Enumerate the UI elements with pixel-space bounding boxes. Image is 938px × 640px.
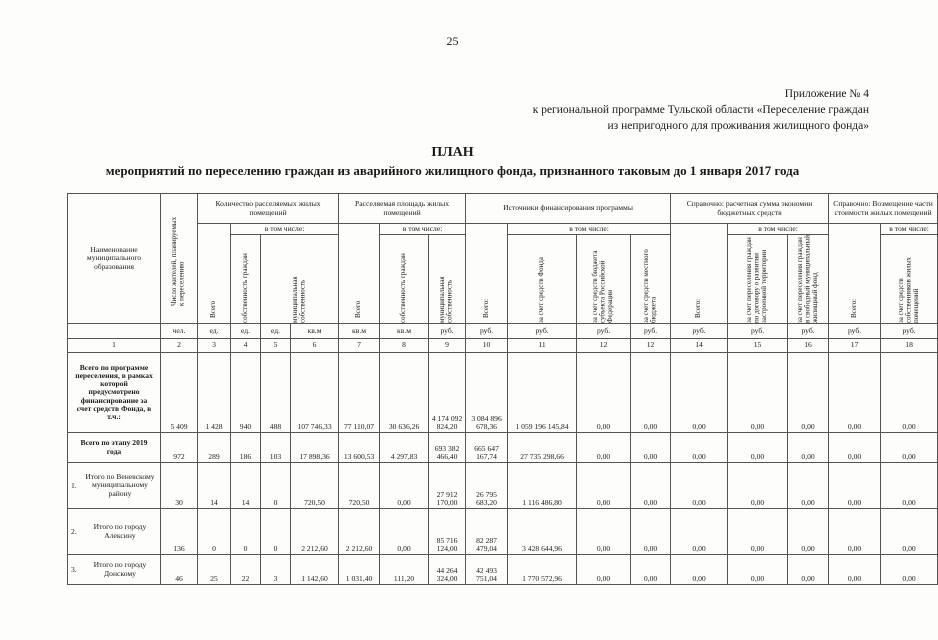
row-value: 289 <box>198 433 231 463</box>
header-name: Наименование муниципального образования <box>68 194 161 324</box>
table-row <box>68 509 938 555</box>
row-value: 0,00 <box>829 555 881 585</box>
unit-cell: руб. <box>429 324 466 339</box>
header-qty-citizens: собственность граждан <box>231 235 261 324</box>
unit-cell: руб. <box>508 324 577 339</box>
header-area-total: Всего <box>339 224 380 324</box>
row-value: 0,00 <box>671 555 728 585</box>
document-subtitle: мероприятий по переселению граждан из аварийного жилищного фонда, признанного таковым до 1 января 2017 года <box>105 163 800 178</box>
column-number: 18 <box>881 339 938 353</box>
row-value: 720,50 <box>339 463 380 509</box>
column-number: 6 <box>291 339 339 353</box>
unit-cell: руб. <box>671 324 728 339</box>
row-value: 5 409 <box>161 353 198 433</box>
row-value: 26 795 683,20 <box>466 463 508 509</box>
unit-cell: руб. <box>466 324 508 339</box>
table-row <box>68 555 938 585</box>
row-value: 0,00 <box>788 463 829 509</box>
row-value: 0,00 <box>881 463 938 509</box>
row-name-text: Итого по городу Алексину <box>93 522 147 540</box>
row-name-text: Итого по Веневскому муниципальному району <box>85 472 155 498</box>
row-value: 0 <box>261 509 291 555</box>
column-number: 9 <box>429 339 466 353</box>
column-number: 15 <box>728 339 788 353</box>
header-econ-incl: в том числе: <box>728 224 829 235</box>
row-value: 14 <box>198 463 231 509</box>
appendix-header <box>449 86 869 134</box>
resettlement-plan-table <box>67 193 938 585</box>
row-value: 488 <box>261 353 291 433</box>
row-value: 4 174 092 824,20 <box>429 353 466 433</box>
row-value: 2 212,60 <box>291 509 339 555</box>
row-value: 0,00 <box>728 555 788 585</box>
header-comp-incl: в том числе: <box>881 224 938 235</box>
column-number: 7 <box>339 339 380 353</box>
column-number: 4 <box>231 339 261 353</box>
row-value: 0 <box>231 509 261 555</box>
row-value: 0 <box>261 463 291 509</box>
row-value: 0,00 <box>631 463 671 509</box>
row-value: 44 264 324,00 <box>429 555 466 585</box>
column-number: 17 <box>829 339 881 353</box>
header-qty-municipal: муниципальная собственность <box>261 235 339 324</box>
row-value: 0,00 <box>671 433 728 463</box>
column-number: 8 <box>380 339 429 353</box>
unit-cell: кв.м <box>339 324 380 339</box>
row-name <box>68 433 161 463</box>
units-row <box>68 324 938 339</box>
row-value: 46 <box>161 555 198 585</box>
row-value: 0,00 <box>671 509 728 555</box>
row-value: 665 647 167,74 <box>466 433 508 463</box>
row-value: 0,00 <box>577 555 631 585</box>
row-value: 0,00 <box>881 353 938 433</box>
header-fin-group: Источники финансирования программы <box>466 194 671 224</box>
row-value: 0,00 <box>577 463 631 509</box>
row-value: 0,00 <box>631 433 671 463</box>
header-area-citizens: собственность граждан <box>380 235 429 324</box>
column-number: 2 <box>161 339 198 353</box>
header-comp-group: Справочно: Возмещение части стоимости жилых помещений <box>829 194 938 224</box>
header-area-incl: в том числе: <box>380 224 466 235</box>
unit-cell: руб. <box>577 324 631 339</box>
row-value: 30 636,26 <box>380 353 429 433</box>
row-value: 186 <box>231 433 261 463</box>
column-number: 3 <box>198 339 231 353</box>
header-subject-budget: за счет средств бюджета субъекта Российской Федерации <box>577 235 631 324</box>
row-value: 0,00 <box>728 353 788 433</box>
column-number: 16 <box>788 339 829 353</box>
table-body <box>68 353 938 585</box>
row-value: 0,00 <box>788 509 829 555</box>
unit-cell: руб. <box>788 324 829 339</box>
header-econ-dev: за счет переселения граждан по договору о развитии застроенной территории <box>728 235 788 324</box>
row-value: 103 <box>261 433 291 463</box>
row-value: 0,00 <box>380 509 429 555</box>
row-value: 1 116 486,80 <box>508 463 577 509</box>
unit-cell: руб. <box>728 324 788 339</box>
appendix-line-3: из непригодного для проживания жилищного фонда» <box>607 120 869 132</box>
row-value: 1 059 196 145,84 <box>508 353 577 433</box>
row-value: 0,00 <box>829 433 881 463</box>
row-value: 111,20 <box>380 555 429 585</box>
row-value: 0,00 <box>788 433 829 463</box>
header-area-group: Расселяемая площадь жилых помещений <box>339 194 466 224</box>
column-number: 10 <box>466 339 508 353</box>
row-value: 27 912 170,00 <box>429 463 466 509</box>
row-name <box>68 353 161 433</box>
unit-cell: ед. <box>231 324 261 339</box>
header-qty-incl: в том числе: <box>231 224 339 235</box>
row-value: 85 716 124,00 <box>429 509 466 555</box>
document-title: ПЛАН <box>431 145 474 160</box>
unit-cell: кв.м <box>291 324 339 339</box>
row-name <box>68 555 161 585</box>
unit-cell: чел. <box>161 324 198 339</box>
row-value: 3 428 644,96 <box>508 509 577 555</box>
row-value: 77 110,07 <box>339 353 380 433</box>
row-value: 136 <box>161 509 198 555</box>
header-econ-total: Всего: <box>671 224 728 324</box>
header-local-budget: за счет средств местного бюджета <box>631 235 671 324</box>
row-value: 0,00 <box>728 463 788 509</box>
row-value: 13 600,53 <box>339 433 380 463</box>
row-value: 0,00 <box>788 353 829 433</box>
col-numbers-row <box>68 339 938 353</box>
header-fin-total: Всего: <box>466 224 508 324</box>
table-row <box>68 463 938 509</box>
row-value: 17 898,36 <box>291 433 339 463</box>
row-value: 1 142,60 <box>291 555 339 585</box>
row-number: 2. <box>71 526 77 536</box>
row-value: 0,00 <box>728 509 788 555</box>
appendix-line-2: к региональной программе Тульской области «Переселение граждан <box>532 104 869 116</box>
row-name <box>68 509 161 555</box>
row-value: 0,00 <box>829 463 881 509</box>
row-value: 0,00 <box>728 433 788 463</box>
row-value: 0,00 <box>829 509 881 555</box>
page-number: 25 <box>446 34 459 48</box>
row-number: 3. <box>71 564 77 574</box>
units-blank <box>68 324 161 339</box>
row-name-text: Всего по программе переселения, в рамках которой предусмотрено финансирование за счет средств Фонда, в т.ч.: <box>75 362 153 421</box>
table-row <box>68 353 938 433</box>
unit-cell: кв.м <box>380 324 429 339</box>
column-number: 5 <box>261 339 291 353</box>
row-value: 42 493 751,04 <box>466 555 508 585</box>
row-value: 0,00 <box>631 353 671 433</box>
unit-cell: руб. <box>829 324 881 339</box>
table-row <box>68 433 938 463</box>
row-value: 0,00 <box>881 555 938 585</box>
header-qty-group: Количество расселяемых жилых помещений <box>198 194 339 224</box>
unit-cell: руб. <box>881 324 938 339</box>
appendix-line-1: Приложение № 4 <box>784 88 869 100</box>
column-number: 11 <box>508 339 577 353</box>
row-value: 0,00 <box>788 555 829 585</box>
column-number: 12 <box>577 339 631 353</box>
row-value: 0,00 <box>829 353 881 433</box>
row-value: 0 <box>198 509 231 555</box>
row-value: 1 770 572,96 <box>508 555 577 585</box>
unit-cell: ед. <box>198 324 231 339</box>
row-value: 940 <box>231 353 261 433</box>
row-value: 0,00 <box>881 433 938 463</box>
row-value: 0,00 <box>881 509 938 555</box>
row-value: 3 <box>261 555 291 585</box>
unit-cell: руб. <box>631 324 671 339</box>
row-value: 25 <box>198 555 231 585</box>
column-number: 12 <box>631 339 671 353</box>
row-value: 0,00 <box>577 433 631 463</box>
header-comp-owners: за счет средств собственников жилых помещений <box>881 235 938 324</box>
header-qty-total: Всего <box>198 224 231 324</box>
row-number: 1. <box>71 480 77 490</box>
row-value: 2 212,60 <box>339 509 380 555</box>
row-value: 0,00 <box>671 353 728 433</box>
unit-cell: ед. <box>261 324 291 339</box>
row-value: 0,00 <box>577 353 631 433</box>
row-value: 82 287 479,04 <box>466 509 508 555</box>
row-value: 107 746,33 <box>291 353 339 433</box>
row-name-text: Итого по городу Донскому <box>93 560 147 578</box>
header-fund: за счет средств Фонда <box>508 235 577 324</box>
row-value: 0,00 <box>380 463 429 509</box>
row-value: 0,00 <box>631 509 671 555</box>
row-value: 720,50 <box>291 463 339 509</box>
row-value: 0,00 <box>631 555 671 585</box>
row-value: 22 <box>231 555 261 585</box>
header-econ-free: за счет переселения граждан в свободный муниципальный жилищный фонд <box>788 235 829 324</box>
header-area-municipal: муниципальная собственность <box>429 235 466 324</box>
row-value: 1 428 <box>198 353 231 433</box>
row-value: 693 382 466,40 <box>429 433 466 463</box>
header-row-groups <box>68 194 938 224</box>
column-number: 1 <box>68 339 161 353</box>
header-comp-total: Всего: <box>829 224 881 324</box>
header-fin-incl: в том числе: <box>508 224 671 235</box>
header-row-incl <box>68 224 938 235</box>
row-value: 4 297,83 <box>380 433 429 463</box>
row-name-text: Всего по этапу 2019 года <box>80 438 148 456</box>
header-residents: Число жителей, планируемых к переселению <box>161 194 198 324</box>
row-value: 0,00 <box>671 463 728 509</box>
column-number: 14 <box>671 339 728 353</box>
row-value: 27 735 298,66 <box>508 433 577 463</box>
row-value: 14 <box>231 463 261 509</box>
row-value: 972 <box>161 433 198 463</box>
row-value: 3 084 896 678,36 <box>466 353 508 433</box>
header-econ-group: Справочно: расчетная сумма экономии бюджетных средств <box>671 194 829 224</box>
row-value: 1 031,40 <box>339 555 380 585</box>
row-value: 30 <box>161 463 198 509</box>
row-value: 0,00 <box>577 509 631 555</box>
row-name <box>68 463 161 509</box>
